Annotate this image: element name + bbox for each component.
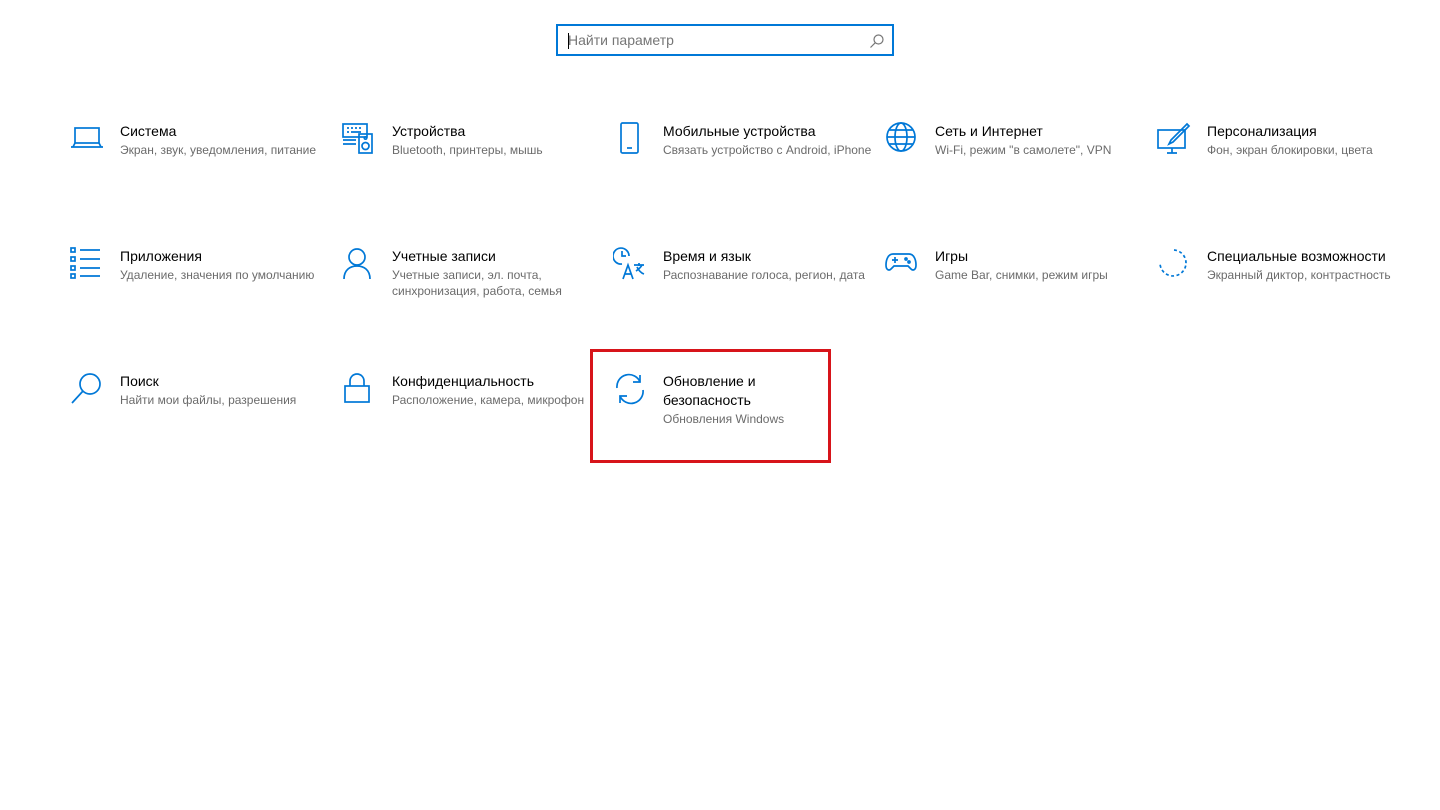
tile-title: Мобильные устройства	[663, 123, 816, 139]
tile-description: Связать устройство с Android, iPhone	[663, 143, 872, 157]
tile-mobile[interactable]	[613, 122, 885, 234]
tile-search[interactable]	[70, 372, 342, 484]
tile-title: Система	[120, 123, 177, 139]
tile-accessibility[interactable]	[1157, 247, 1429, 359]
tile-title: Время и язык	[663, 248, 751, 264]
tile-description: Распознавание голоса, регион, дата	[663, 268, 865, 282]
tile-title: Конфиденциальность	[392, 373, 535, 389]
sync-arrows-icon	[613, 372, 647, 406]
phone-icon	[613, 122, 647, 156]
tile-update-security[interactable]	[613, 372, 885, 484]
gamepad-icon	[885, 247, 919, 281]
search-icon[interactable]	[869, 33, 885, 49]
time-language-icon	[613, 247, 647, 281]
tile-description: Экран, звук, уведомления, питание	[120, 143, 317, 157]
tile-title: Обновление и безопасность	[663, 373, 756, 408]
search-input[interactable]	[558, 26, 892, 54]
tile-system[interactable]	[70, 122, 342, 234]
tile-description: Bluetooth, принтеры, мышь	[392, 143, 543, 157]
text-caret	[568, 33, 569, 49]
tile-description: Wi-Fi, режим "в самолете", VPN	[935, 143, 1112, 157]
tile-title: Учетные записи	[392, 248, 496, 264]
tile-description: Экранный диктор, контрастность	[1207, 268, 1391, 282]
tile-description: Фон, экран блокировки, цвета	[1207, 143, 1373, 157]
search-magnifier-icon	[70, 372, 104, 406]
tile-title: Персонализация	[1207, 123, 1317, 139]
paint-pen-icon	[1157, 122, 1191, 156]
tile-accounts[interactable]	[342, 247, 614, 359]
tile-title: Поиск	[120, 373, 159, 389]
tile-network[interactable]	[885, 122, 1157, 234]
accessibility-icon	[1157, 247, 1191, 281]
tile-apps[interactable]	[70, 247, 342, 359]
tile-title: Приложения	[120, 248, 202, 264]
tile-gaming[interactable]	[885, 247, 1157, 359]
tile-devices[interactable]	[342, 122, 614, 234]
lock-icon	[342, 372, 376, 406]
tile-time-language[interactable]	[613, 247, 885, 359]
tile-privacy[interactable]	[342, 372, 614, 484]
search-box[interactable]	[556, 24, 894, 56]
tile-title: Устройства	[392, 123, 466, 139]
tile-personalization[interactable]	[1157, 122, 1429, 234]
person-icon	[342, 247, 376, 281]
tile-title: Сеть и Интернет	[935, 123, 1043, 139]
tile-description: Учетные записи, эл. почта, синхронизация, работа, семья	[392, 268, 562, 298]
keyboard-speaker-icon	[342, 122, 376, 156]
tile-description: Найти мои файлы, разрешения	[120, 393, 297, 407]
laptop-icon	[70, 122, 104, 156]
tile-description: Расположение, камера, микрофон	[392, 393, 585, 407]
globe-icon	[885, 122, 919, 156]
tile-description: Game Bar, снимки, режим игры	[935, 268, 1108, 282]
tile-description: Удаление, значения по умолчанию	[120, 268, 315, 282]
list-icon	[70, 247, 104, 281]
tile-description: Обновления Windows	[663, 412, 785, 426]
tile-title: Игры	[935, 248, 969, 264]
tile-title: Специальные возможности	[1207, 248, 1386, 264]
